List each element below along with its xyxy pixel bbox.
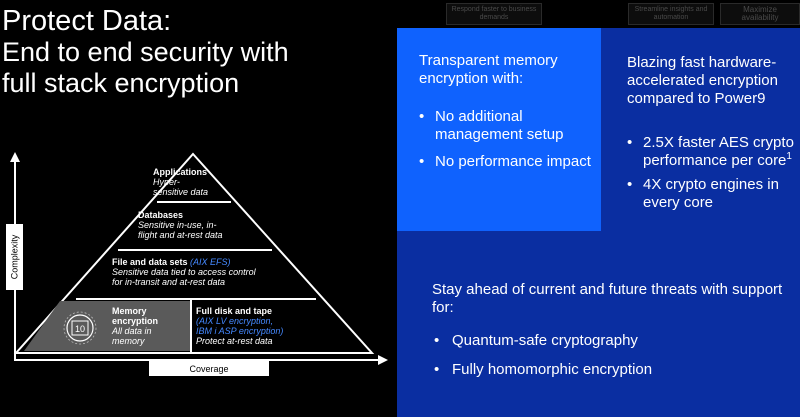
tier-applications-desc-1: Hyper- xyxy=(153,177,180,187)
panel-threats-bullets xyxy=(432,332,792,390)
bullet-icon: • xyxy=(419,108,425,125)
tier-disk-desc: Protect at-rest data xyxy=(196,336,273,346)
tier-memory-title-1: Memory xyxy=(112,306,147,316)
bullet-text: No additional management setup xyxy=(435,108,564,143)
tag-maximize-availability: Maximize availability xyxy=(720,3,800,25)
tier-memory-desc-1: All data in xyxy=(112,326,152,336)
tag-streamline-insights: Streamline insights and automation xyxy=(628,3,714,25)
tier-file-data-sets xyxy=(112,257,312,287)
axis-arrow-right-icon xyxy=(378,355,388,365)
tier-file-title: File and data sets xyxy=(112,257,188,267)
panel-memory-bullets xyxy=(417,108,602,180)
footnote-marker: 1 xyxy=(786,151,792,162)
list-item xyxy=(432,361,792,379)
tier-file-desc-2: for in-transit and at-rest data xyxy=(112,277,226,287)
bullet-icon: • xyxy=(627,176,633,193)
title-line-3: full stack encryption xyxy=(2,68,240,98)
memory-chip-icon xyxy=(58,311,102,345)
title-line-1: Protect Data: xyxy=(2,5,172,37)
axis-label-complexity: Complexity xyxy=(6,224,23,290)
panel-hardware-heading: Blazing fast hardware-accelerated encryption compared to Power9 xyxy=(627,54,778,107)
tier-applications xyxy=(153,167,233,197)
tier-disk-tag-1: (AIX LV encryption, xyxy=(196,316,274,326)
title-line-2: End to end security with xyxy=(2,37,289,67)
list-item xyxy=(432,332,792,350)
tier-disk-title: Full disk and tape xyxy=(196,306,273,316)
list-item xyxy=(625,134,800,170)
tier-file-desc-1: Sensitive data tied to access control xyxy=(112,267,256,277)
bullet-text: Fully homomorphic encryption xyxy=(452,361,653,378)
bullet-text: 4X crypto engines in every core xyxy=(643,176,779,211)
list-item xyxy=(625,176,800,212)
bullet-icon: • xyxy=(627,134,633,151)
tier-file-title-row xyxy=(112,257,312,267)
panel-threats-heading: Stay ahead of current and future threats with support for: xyxy=(432,281,783,316)
tier-applications-desc-2: sensitive data xyxy=(153,187,209,197)
panel-hardware-acceleration xyxy=(601,28,800,231)
tier-memory-encryption xyxy=(112,306,190,346)
bullet-icon: • xyxy=(434,361,440,378)
tier-disk-tag-2: IBM i ASP encryption) xyxy=(196,326,284,336)
tier-full-disk-tape xyxy=(196,306,316,346)
panel-future-threats xyxy=(397,231,800,417)
tier-databases-title: Databases xyxy=(138,210,184,220)
panel-hardware-bullets xyxy=(625,134,800,218)
bullet-text: No performance impact xyxy=(435,153,591,170)
bullet-text: 2.5X faster AES crypto performance per core xyxy=(643,134,794,169)
list-item xyxy=(417,153,602,171)
tier-databases xyxy=(138,210,250,240)
bullet-icon: • xyxy=(419,153,425,170)
tag-respond-faster: Respond faster to business demands xyxy=(446,3,542,25)
tier-databases-desc-1: Sensitive in-use, in- xyxy=(138,220,217,230)
tier-memory-title-2: encryption xyxy=(112,316,159,326)
panel-memory-encryption xyxy=(397,28,601,231)
list-item xyxy=(417,108,602,144)
tier-memory-desc-2: memory xyxy=(112,336,145,346)
tier-file-tag: (AIX EFS) xyxy=(190,257,231,267)
panel-memory-heading: Transparent memory encryption with: xyxy=(419,52,558,87)
tier-applications-title: Applications xyxy=(153,167,208,177)
tier-databases-desc-2: flight and at-rest data xyxy=(138,230,223,240)
memory-chip-label: 10 xyxy=(74,324,86,334)
bullet-text: Quantum-safe cryptography xyxy=(452,332,638,349)
bullet-icon: • xyxy=(434,332,440,349)
axis-label-coverage: Coverage xyxy=(149,361,269,376)
